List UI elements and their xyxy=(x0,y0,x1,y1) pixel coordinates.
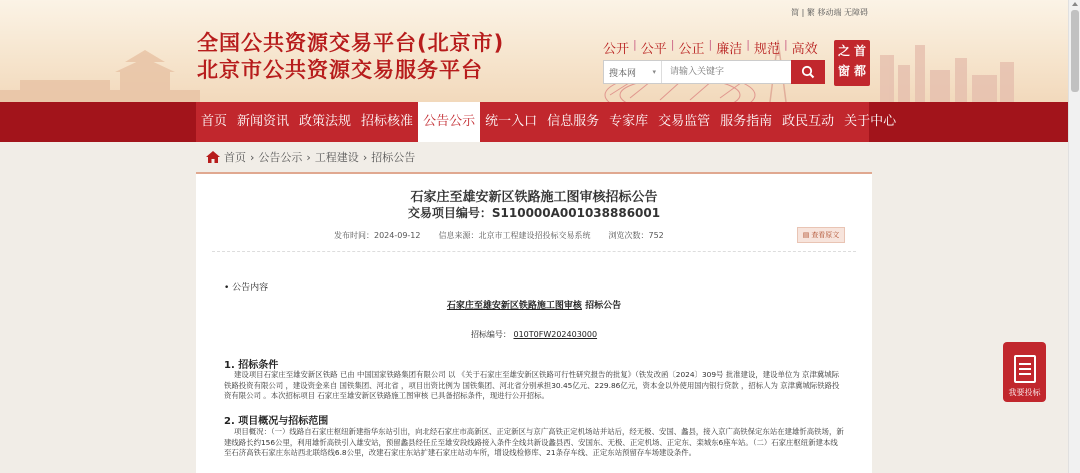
logo-char: 窗 xyxy=(837,64,850,78)
view-original-label: 查看原文 xyxy=(811,231,840,239)
article-title: 石家庄至雄安新区铁路施工图审核招标公告 xyxy=(410,190,658,205)
breadcrumb-announcements[interactable]: 公告公示 xyxy=(258,151,303,164)
nav-item-guide[interactable]: 服务指南 xyxy=(720,114,773,129)
nav-item-interaction[interactable]: 政民互动 xyxy=(782,114,835,129)
breadcrumb-home[interactable]: 首页 xyxy=(224,151,246,164)
search-box xyxy=(603,60,825,84)
nav-item-portal[interactable]: 统一入口 xyxy=(485,114,538,129)
breadcrumb: 首页 › 公告公示 › 工程建设 › 招标公告 xyxy=(206,149,415,165)
site-title-line2: 北京市公共资源交易服务平台 xyxy=(197,58,483,82)
content-number-label: 招标编号： xyxy=(470,330,511,339)
paragraph-overview: 项目概况：（一）线路自石家庄枢纽新建指华东站引出，向北经石家庄市高新区、正定新区与京广高铁正定机场站并站后，经无极、安国、蠡县，接入京广高铁保定东站在建雄忻高铁场，新建线路长约156公里，利用雄忻高铁引入雄安站，预留蠡县经任丘至雄安段线路接入条件全线共新设蠡县西、安国东、无极、正定机场、正定东、栾城东6座车站。（二）石家庄枢纽新建本线至石济高铁石家庄东站西北联络线6.8公里，改建石家庄东站扩建石家庄站动车所，增设线检修库、21条存车线、正定东站预留存车场建设条件。 xyxy=(224,427,844,457)
logo-char: 首 xyxy=(853,44,866,58)
main-nav xyxy=(0,102,1068,142)
nav-item-home[interactable]: 首页 xyxy=(201,114,228,129)
paragraph-conditions: 建设项目石家庄至雄安新区铁路 已由 中国国家铁路集团有限公司 以 《关于石家庄至雄安新区铁路可行性研究报告的批复》（铁发改函〔2024〕309号 批准建设，建设单位为 京津冀城际铁路投资有限公司 ，建设资金来自 国铁集团、河北省 ，项目出资比例为 国铁集团、河北省分别承担30.45亿元、229.86亿元，资本金以外使用国内银行贷款 ，招标人为 京津冀城际铁路投资有限公司 。本次招标项目 石家庄至雄安新区铁路施工图审核 已具备招标条件，现进行公开招标。 xyxy=(224,370,840,400)
breadcrumb-engineering[interactable]: 工程建设 xyxy=(314,151,359,164)
section-label: • 公告内容 xyxy=(224,283,269,293)
content-number xyxy=(196,329,872,340)
nav-item-announcements[interactable]: 公告公示 xyxy=(418,102,480,142)
breadcrumb-tender[interactable]: 招标公告 xyxy=(371,151,416,164)
publish-time: 发布时间：2024-09-12 xyxy=(334,231,421,240)
values-slogan: 公开 | 公平 | 公正 | 廉洁 | 规范 | 高效 xyxy=(603,38,818,57)
logo-char: 之 xyxy=(837,44,850,58)
content-title xyxy=(196,298,872,311)
info-source: 信息来源：北京市工程建设招投标交易系统 xyxy=(438,231,591,240)
search-scope-select[interactable] xyxy=(604,61,662,83)
nav-item-supervision[interactable]: 交易监管 xyxy=(658,114,711,129)
content-title-tail: 招标公告 xyxy=(585,301,622,311)
bid-float-button[interactable] xyxy=(1003,342,1046,402)
search-button[interactable] xyxy=(791,60,825,84)
value-word: 公正 xyxy=(678,42,705,57)
logo-char: 都 xyxy=(853,64,866,78)
view-count: 浏览次数：752 xyxy=(608,231,664,240)
article-meta xyxy=(334,230,664,241)
nav-item-info-service[interactable]: 信息服务 xyxy=(547,114,600,129)
article-number: 交易项目编号：S110000A001038886001 xyxy=(407,206,661,220)
section-heading-overview: 2. 项目概况与招标范围 xyxy=(224,416,329,427)
divider xyxy=(212,251,856,252)
home-icon xyxy=(206,151,220,163)
nav-item-experts[interactable]: 专家库 xyxy=(609,114,649,129)
site-header xyxy=(0,0,1068,102)
skyline-illustration xyxy=(0,0,1068,102)
value-word: 高效 xyxy=(791,42,818,57)
scrollbar-thumb[interactable] xyxy=(1071,10,1079,92)
search-scope-label: 搜本网 xyxy=(609,68,637,79)
page-scrollbar[interactable] xyxy=(1068,0,1080,473)
value-word: 规范 xyxy=(753,42,780,57)
document-icon: ▤ xyxy=(802,231,810,239)
value-word: 公平 xyxy=(640,42,667,57)
document-icon xyxy=(1014,355,1036,383)
capital-window-logo[interactable] xyxy=(834,40,870,86)
nav-item-about[interactable]: 关于中心 xyxy=(844,114,897,129)
view-original-button[interactable] xyxy=(797,227,845,243)
nav-item-news[interactable]: 新闻资讯 xyxy=(237,114,290,129)
search-input[interactable] xyxy=(662,61,791,83)
value-word: 公开 xyxy=(603,42,630,57)
content-title-main: 石家庄至雄安新区铁路施工图审核 xyxy=(446,301,582,311)
bid-float-label: 我要投标 xyxy=(1008,388,1041,397)
nav-item-policy[interactable]: 政策法规 xyxy=(299,114,352,129)
search-icon xyxy=(801,65,815,79)
site-title-line1: 全国公共资源交易平台(北京市) xyxy=(197,31,505,55)
top-links[interactable]: 简 | 繁 移动端 无障碍 xyxy=(791,8,868,17)
article-card xyxy=(196,172,872,473)
content-number-value: 010T0FW202403000 xyxy=(513,330,598,339)
scroll-up-icon[interactable] xyxy=(1072,2,1078,6)
chevron-down-icon: ▾ xyxy=(652,68,656,76)
value-word: 廉洁 xyxy=(716,42,743,57)
nav-item-approval[interactable]: 招标核准 xyxy=(361,114,414,129)
section-heading-conditions: 1. 招标条件 xyxy=(224,360,279,371)
